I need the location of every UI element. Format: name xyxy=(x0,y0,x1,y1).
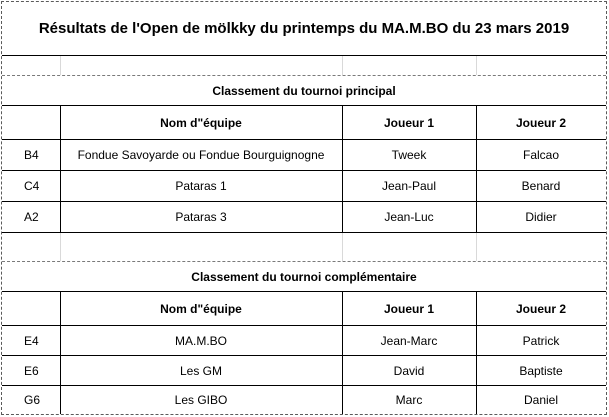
team-code: E4 xyxy=(24,333,39,348)
column-divider xyxy=(60,106,61,232)
code-header xyxy=(2,292,60,325)
principal-header-row xyxy=(2,106,606,139)
team-name: MA.M.BO xyxy=(174,333,227,348)
complementaire-heading: Classement du tournoi complémentaire xyxy=(191,269,417,284)
player1: Marc xyxy=(395,393,423,407)
team-name-header: Nom d"équipe xyxy=(160,301,242,316)
team-code: B4 xyxy=(24,148,39,162)
table-row xyxy=(2,140,606,170)
code-header xyxy=(2,106,60,139)
player1: Jean-Luc xyxy=(384,210,434,224)
table-row xyxy=(2,202,606,232)
divider xyxy=(2,55,606,56)
grid-line xyxy=(342,56,343,75)
player2-header: Joueur 2 xyxy=(515,301,566,316)
column-divider xyxy=(476,292,477,414)
player2: Baptiste xyxy=(519,363,563,378)
divider xyxy=(2,232,606,233)
team-name: Pataras 3 xyxy=(175,210,227,224)
grid-line xyxy=(342,233,343,261)
team-name: Pataras 1 xyxy=(175,179,227,193)
team-code: C4 xyxy=(24,179,40,193)
team-name: Les GM xyxy=(179,363,222,378)
team-code: G6 xyxy=(24,393,41,407)
team-name: Fondue Savoyarde ou Fondue Bourguignogne xyxy=(77,148,325,162)
results-sheet xyxy=(1,1,607,415)
player2: Benard xyxy=(521,179,561,193)
principal-heading-row xyxy=(2,76,606,105)
principal-heading: Classement du tournoi principal xyxy=(212,83,396,98)
table-row xyxy=(2,356,606,385)
grid-line xyxy=(476,56,477,75)
complementaire-heading-row xyxy=(2,262,606,291)
player1-header: Joueur 1 xyxy=(383,301,434,316)
player2: Patrick xyxy=(522,333,560,348)
player1: Jean-Marc xyxy=(380,333,438,348)
player2: Didier xyxy=(525,210,557,224)
team-name-header: Nom d"équipe xyxy=(160,115,242,130)
player2: Daniel xyxy=(523,393,559,407)
column-divider xyxy=(342,106,343,232)
grid-line xyxy=(476,233,477,261)
player1: David xyxy=(393,363,425,378)
player1: Jean-Paul xyxy=(381,179,437,193)
grid-line xyxy=(60,233,61,261)
team-code: A2 xyxy=(24,210,39,224)
team-name: Les GIBO xyxy=(174,393,228,407)
sheet-title: Résultats de l'Open de mölkky du printemps du MA.M.BO du 23 mars 2019 xyxy=(38,20,570,37)
column-divider xyxy=(60,292,61,414)
player1: Tweek xyxy=(391,148,427,162)
complementaire-header-row xyxy=(2,292,606,325)
table-row xyxy=(2,171,606,201)
player2-header: Joueur 2 xyxy=(515,115,566,130)
team-code: E6 xyxy=(24,363,39,378)
column-divider xyxy=(476,106,477,232)
player1-header: Joueur 1 xyxy=(383,115,434,130)
table-row xyxy=(2,326,606,355)
player2: Falcao xyxy=(522,148,560,162)
table-row xyxy=(2,386,606,414)
column-divider xyxy=(342,292,343,414)
grid-line xyxy=(60,56,61,75)
